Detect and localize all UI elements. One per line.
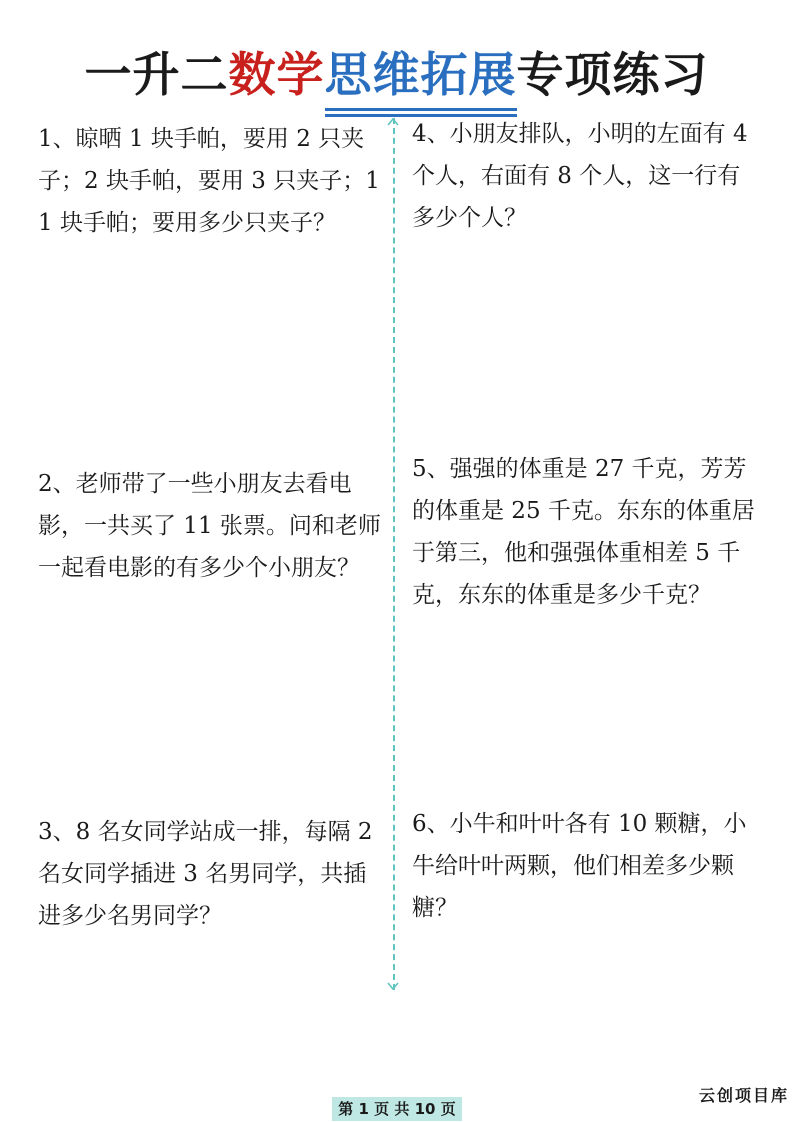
brand-label: 云创项目库 (698, 1086, 789, 1105)
problem-5: 5、强强的体重是 27 千克，芳芳的体重是 25 千克。东东的体重居于第三，他和强强体重相差 5 千克，东东的体重是多少千克？ (412, 456, 755, 608)
title-part-grade: 一升二 (84, 48, 229, 103)
problem-2: 2、老师带了一些小朋友去看电影，一共买了 11 张票。问和老师一起看电影的有多少个小朋友？ (38, 471, 381, 581)
title-part-thinking: 思维拓展 (325, 38, 517, 105)
title-part-practice: 专项练习 (516, 48, 709, 103)
problem-6: 6、小牛和叶叶各有 10 颗糖，小牛给叶叶两颗，他们相差多少颗糖？ (412, 811, 747, 921)
page-number: 第 1 页 共 10 页 (332, 1097, 462, 1121)
arrow-down-icon (386, 978, 400, 992)
problem-1: 1、晾晒 1 块手帕，要用 2 只夹子；2 块手帕，要用 3 只夹子；11 块手帕；要用多少只夹子？ (38, 126, 380, 236)
column-divider (393, 118, 395, 990)
problem-3: 3、8 名女同学站成一排，每隔 2 名女同学插进 3 名男同学，共插进多少名男同学？ (38, 819, 373, 929)
title-part-math: 数学 (228, 48, 325, 103)
problem-4: 4、小朋友排队，小明的左面有 4 个人，右面有 8 个人，这一行有多少个人？ (412, 121, 748, 231)
arrow-up-icon (386, 116, 400, 130)
page-title (0, 38, 793, 105)
